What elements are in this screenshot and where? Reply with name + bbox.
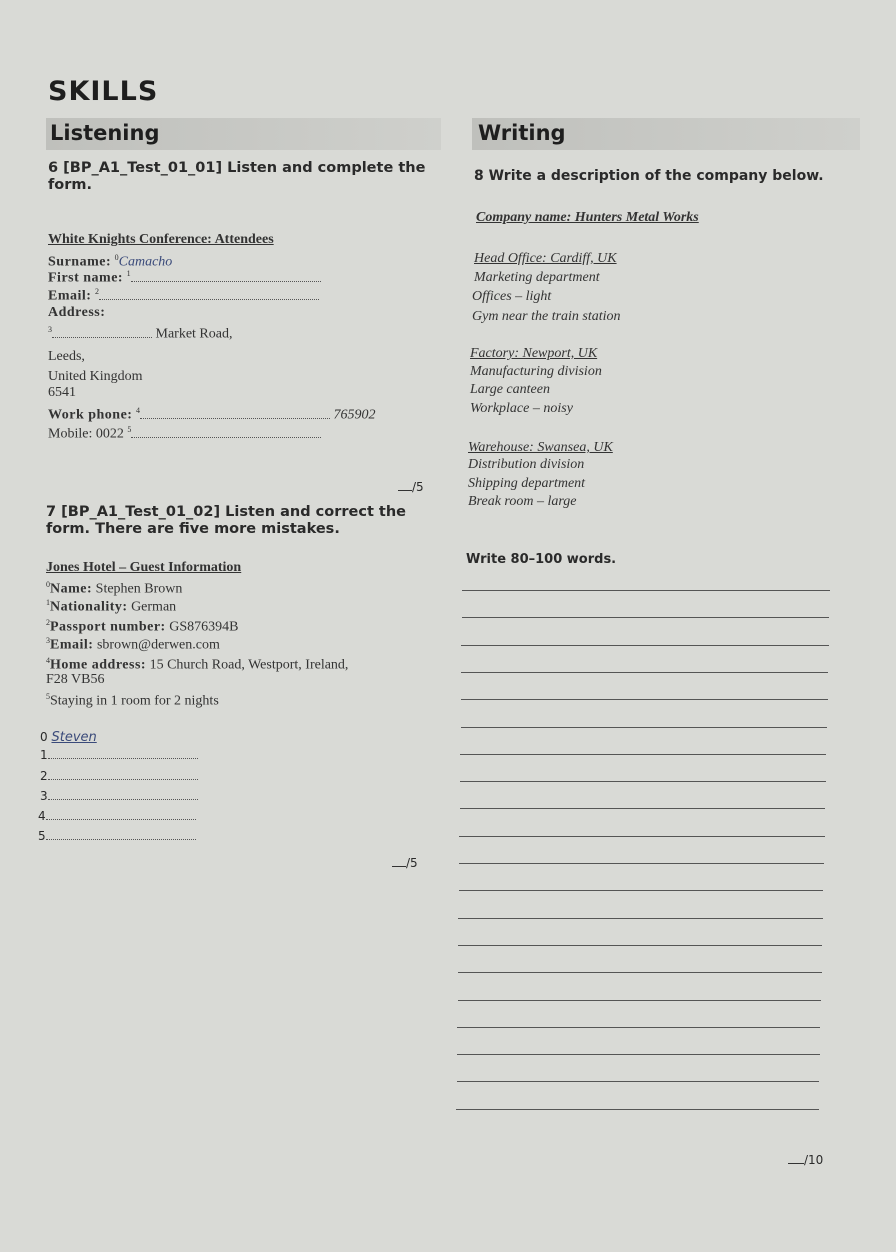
writing-line[interactable] bbox=[458, 972, 822, 973]
mobile-row bbox=[48, 425, 321, 443]
task6-score-blank[interactable] bbox=[398, 490, 412, 491]
warehouse-title: Warehouse: Swansea, UK bbox=[468, 440, 613, 455]
writing-line[interactable] bbox=[462, 590, 830, 591]
answer-2-num: 2 bbox=[40, 769, 48, 783]
guest-row-0-num: 0 bbox=[46, 580, 50, 589]
answer-3-row bbox=[40, 789, 198, 803]
page-title: SKILLS bbox=[48, 76, 159, 107]
task8-instruction: 8 Write a description of the company below. bbox=[474, 168, 824, 184]
email-row bbox=[48, 287, 319, 305]
mobile-num: 5 bbox=[127, 425, 132, 434]
guest-row-1 bbox=[46, 598, 176, 616]
address-line4: 6541 bbox=[48, 385, 76, 400]
head-office-item-3: Gym near the train station bbox=[472, 309, 621, 324]
work-phone-blank[interactable] bbox=[140, 408, 330, 419]
guest-row-4 bbox=[46, 656, 348, 674]
writing-line[interactable] bbox=[459, 890, 824, 891]
surname-row bbox=[48, 253, 172, 271]
task6-score-total: /5 bbox=[412, 480, 424, 494]
answer-2-blank[interactable] bbox=[48, 769, 198, 780]
head-office-item-1: Marketing department bbox=[474, 270, 600, 285]
factory-item-2: Large canteen bbox=[470, 382, 550, 397]
mobile-blank[interactable] bbox=[131, 427, 321, 438]
guest-address-label: Home address: bbox=[50, 657, 147, 673]
answer-4-row bbox=[38, 809, 196, 823]
address-line3: United Kingdom bbox=[48, 369, 143, 384]
task7-instruction: 7 [BP_A1_Test_01_02] Listen and correct the form. There are five more mistakes. bbox=[46, 504, 407, 537]
address-num: 3 bbox=[48, 325, 52, 334]
task8-score-blank[interactable] bbox=[788, 1163, 804, 1164]
head-office-title: Head Office: Cardiff, UK bbox=[474, 251, 617, 266]
guest-row-0 bbox=[46, 580, 182, 598]
answer-1-num: 1 bbox=[40, 748, 48, 762]
email-label: Email: bbox=[48, 288, 92, 304]
writing-line[interactable] bbox=[456, 1109, 818, 1110]
guest-row-2 bbox=[46, 618, 238, 636]
address-blank[interactable] bbox=[52, 327, 152, 338]
guest-address-line2: F28 VB56 bbox=[46, 672, 105, 687]
firstname-num: 1 bbox=[126, 269, 131, 278]
guest-address-value: 15 Church Road, Westport, Ireland, bbox=[149, 657, 349, 673]
answer-0-num: 0 bbox=[40, 730, 48, 744]
work-phone-num: 4 bbox=[135, 406, 140, 415]
answer-5-blank[interactable] bbox=[46, 829, 196, 840]
answer-2-row bbox=[40, 769, 198, 783]
factory-item-1: Manufacturing division bbox=[470, 364, 602, 379]
warehouse-item-3: Break room – large bbox=[468, 494, 577, 509]
head-office-item-2: Offices – light bbox=[472, 289, 552, 304]
answer-0-row bbox=[40, 730, 97, 745]
answer-1-blank[interactable] bbox=[48, 748, 198, 759]
work-phone-row bbox=[48, 406, 375, 424]
guest-staying: Staying in 1 room for 2 nights bbox=[50, 693, 219, 709]
address-line1: Market Road, bbox=[155, 326, 233, 342]
address-line1-row bbox=[48, 325, 232, 343]
writing-line[interactable] bbox=[460, 754, 826, 755]
writing-line[interactable] bbox=[460, 808, 826, 809]
guest-passport-value: GS876394B bbox=[169, 619, 239, 635]
guest-name-value: Stephen Brown bbox=[95, 581, 183, 597]
address-label: Address: bbox=[48, 305, 106, 320]
task7-score-blank[interactable] bbox=[392, 866, 406, 867]
answer-0-example: Steven bbox=[51, 730, 97, 745]
writing-line[interactable] bbox=[460, 781, 826, 782]
writing-line[interactable] bbox=[461, 645, 828, 646]
guest-name-label: Name: bbox=[50, 581, 93, 597]
answer-3-blank[interactable] bbox=[48, 789, 198, 800]
answer-4-blank[interactable] bbox=[46, 809, 196, 820]
factory-title: Factory: Newport, UK bbox=[470, 346, 598, 361]
guest-row-2-num: 2 bbox=[46, 618, 50, 627]
guest-email-label: Email: bbox=[50, 637, 94, 653]
mobile-label: Mobile: 0022 bbox=[48, 426, 124, 442]
guest-nationality-label: Nationality: bbox=[50, 599, 128, 615]
writing-line[interactable] bbox=[461, 699, 828, 700]
task7-form-title: Jones Hotel – Guest Information bbox=[46, 560, 242, 575]
writing-line[interactable] bbox=[457, 1027, 820, 1028]
guest-staying-row bbox=[46, 692, 219, 710]
email-num: 2 bbox=[94, 287, 99, 296]
answer-3-num: 3 bbox=[40, 789, 48, 803]
firstname-label: First name: bbox=[48, 270, 124, 286]
factory-item-3: Workplace – noisy bbox=[470, 401, 573, 416]
writing-line[interactable] bbox=[461, 672, 828, 673]
task7-score-total: /5 bbox=[406, 856, 418, 870]
writing-line[interactable] bbox=[459, 863, 824, 864]
guest-row-3-num: 3 bbox=[46, 636, 50, 645]
guest-row-4-num: 4 bbox=[46, 656, 50, 665]
task7-score bbox=[392, 856, 418, 870]
answer-5-row bbox=[38, 829, 196, 843]
warehouse-item-2: Shipping department bbox=[468, 476, 586, 491]
answer-5-num: 5 bbox=[38, 829, 46, 843]
writing-line[interactable] bbox=[458, 945, 822, 946]
task6-instruction: 6 [BP_A1_Test_01_01] Listen and complete the form. bbox=[48, 160, 426, 193]
guest-staying-num: 5 bbox=[46, 692, 50, 701]
writing-line[interactable] bbox=[461, 727, 828, 728]
writing-line[interactable] bbox=[462, 617, 830, 618]
task6-form-title: White Knights Conference: Attendees bbox=[48, 232, 274, 247]
writing-line[interactable] bbox=[457, 1081, 820, 1082]
listening-heading: Listening bbox=[50, 121, 160, 145]
address-line2: Leeds, bbox=[48, 349, 85, 364]
answer-4-num: 4 bbox=[38, 809, 46, 823]
surname-label: Surname: bbox=[48, 254, 112, 270]
work-phone-label: Work phone: bbox=[48, 407, 133, 423]
word-count-instruction: Write 80–100 words. bbox=[466, 552, 617, 567]
firstname-row bbox=[48, 269, 321, 287]
warehouse-item-1: Distribution division bbox=[468, 457, 585, 472]
task8-score bbox=[788, 1153, 823, 1167]
guest-row-3 bbox=[46, 636, 220, 654]
writing-line[interactable] bbox=[459, 836, 824, 837]
guest-passport-label: Passport number: bbox=[50, 619, 166, 635]
surname-value: Camacho bbox=[118, 254, 173, 270]
writing-line[interactable] bbox=[458, 1000, 822, 1001]
task6-score bbox=[398, 480, 424, 494]
guest-row-1-num: 1 bbox=[46, 598, 50, 607]
email-blank[interactable] bbox=[99, 289, 319, 300]
task8-score-total: /10 bbox=[804, 1153, 824, 1167]
work-phone-suffix: 765902 bbox=[333, 407, 376, 423]
address-label-row bbox=[48, 305, 105, 321]
surname-num: 0 bbox=[114, 253, 119, 262]
writing-line[interactable] bbox=[458, 918, 822, 919]
guest-nationality-value: German bbox=[131, 599, 177, 615]
answer-1-row bbox=[40, 748, 198, 762]
guest-email-value: sbrown@derwen.com bbox=[96, 637, 220, 653]
writing-line[interactable] bbox=[457, 1054, 820, 1055]
firstname-blank[interactable] bbox=[131, 271, 321, 282]
writing-heading: Writing bbox=[478, 121, 566, 145]
company-name: Company name: Hunters Metal Works bbox=[476, 210, 699, 225]
